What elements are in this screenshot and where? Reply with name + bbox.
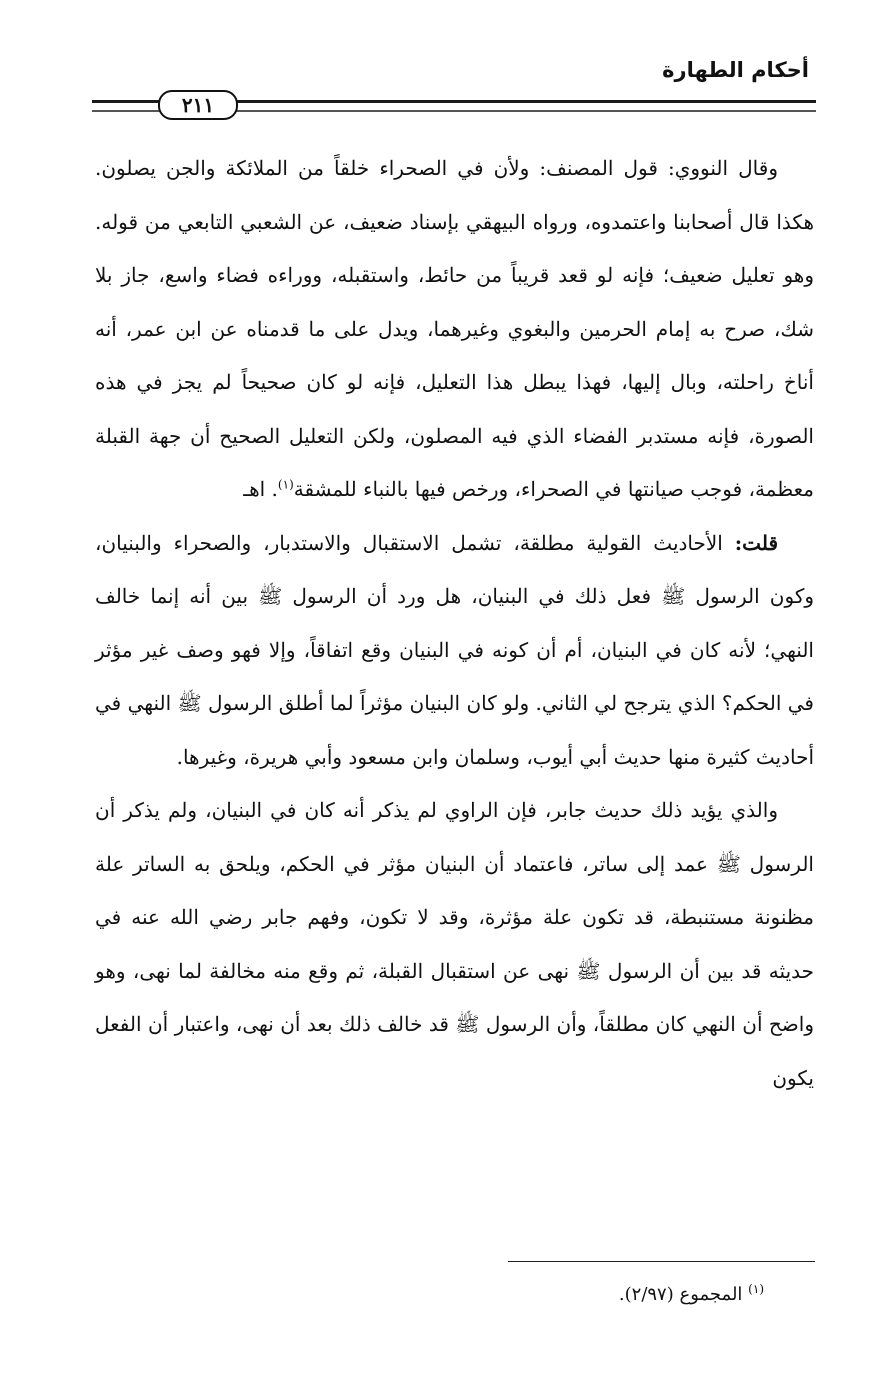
footnote-text: المجموع (٢/٩٧). [618,1284,743,1305]
paragraph-3-text: والذي يؤيد ذلك حديث جابر، فإن الراوي لم يذكر أنه كان في البنيان، ولم يذكر أن الرسول ﷺ عمد إلى ساتر، فاعتماد أن البنيان مؤثر في الحكم، ويلحق به الساتر علة مظنونة مستنبطة، قد تكون علة مؤثرة، وقد لا تكون، وفهم جابر رضي الله عنه في حديثه قد بين أن الرسول ﷺ نهى عن استقبال القبلة، ثم وقع منه مخالفة لما نهى، وهو واضح أن النهي كان مطلقاً، وأن الرسول ﷺ قد خالف ذلك بعد أن نهى، واعتبار أن الفعل يكون [95,798,814,1090]
body-text [95,142,814,1105]
paragraph-2 [95,517,814,785]
paragraph-3 [95,784,814,1105]
paragraph-1-text: وقال النووي: قول المصنف: ولأن في الصحراء خلقاً من الملائكة والجن يصلون. هكذا قال أصحابنا واعتمدوه، ورواه البيهقي بإسناد ضعيف، عن الشعبي التابعي من قوله. وهو تعليل ضعيف؛ فإنه لو قعد قريباً من حائط، واستقبله، ووراءه فضاء واسع، جاز بلا شك، صرح به إمام الحرمين والبغوي وغيرهما، ويدل على ما قدمناه عن ابن عمر، أنه أناخ راحلته، وبال إليها، فهذا يبطل هذا التعليل، فإنه لو كان صحيحاً لم يجز في هذه الصورة، فإنه مستدبر الفضاء الذي فيه المصلون، ولكن التعليل الصحيح أن جهة القبلة معظمة، فوجب صيانتها في الصحراء، ورخص فيها بالنباء للمشقة [95,156,815,501]
running-title: أحكام الطهارة [662,58,809,82]
footnote-separator [508,1261,815,1262]
footnote-reference: (١) [277,477,294,492]
paragraph-2-text: الأحاديث القولية مطلقة، تشمل الاستقبال والاستدبار، والصحراء والبنيان، وكون الرسول ﷺ فعل ذلك في البنيان، هل ورد أن الرسول ﷺ بين أنه إنما خالف النهي؛ لأنه كان في البنيان، أم أن كونه في البنيان وقع اتفاقاً، وإلا فهو وصف غير مؤثر في الحكم؟ الذي يترجح لي الثاني. ولو كان البنيان مؤثراً لما أطلق الرسول ﷺ النهي في أحاديث كثيرة منها حديث أبي أيوب، وسلمان وابن مسعود وأبي هريرة، وغيرها. [95,530,814,769]
paragraph-1-end: . اهـ [243,477,278,501]
page-number: ٢١١ [158,90,238,120]
paragraph-1 [95,142,814,517]
footnote-marker: (١) [748,1282,764,1296]
paragraph-2-lead: قلت: [734,530,778,555]
footnote [619,1282,764,1305]
